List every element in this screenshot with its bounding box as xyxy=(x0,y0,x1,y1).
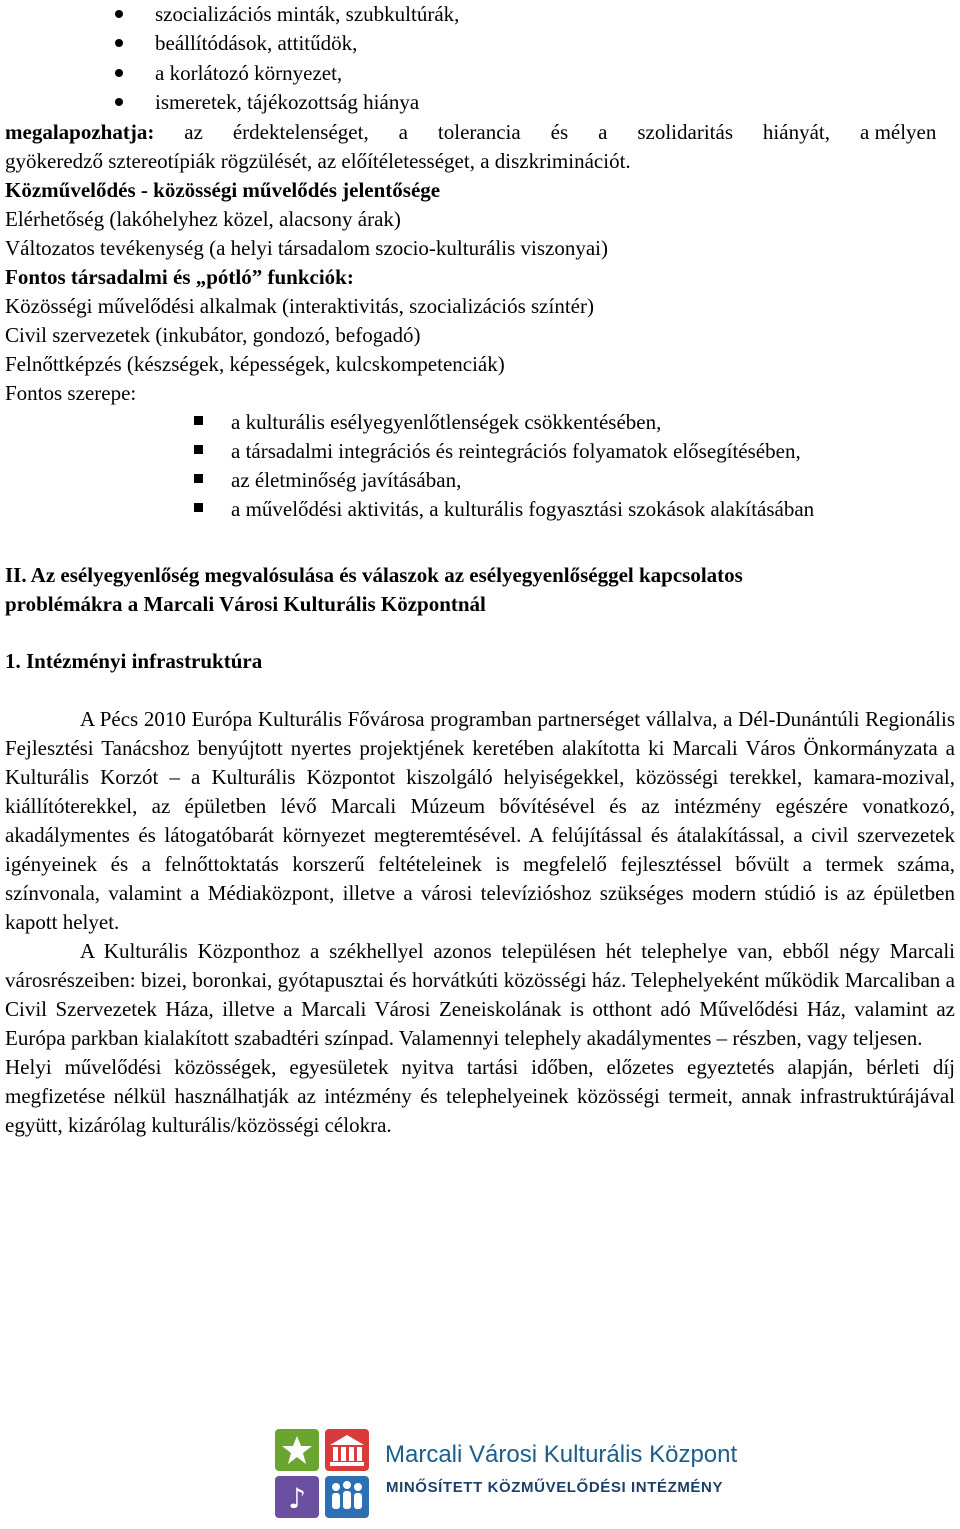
paragraph-line xyxy=(5,147,631,176)
logo-mark-icon xyxy=(273,1423,373,1523)
body-text xyxy=(5,705,955,1140)
section-heading: II. Az esélyegyenlőség megvalósulása és válaszok az esélyegyenlőséggel kapcsolatos xyxy=(5,563,743,587)
paragraph-text-end: a mélyen xyxy=(860,120,937,144)
list-item xyxy=(155,29,357,58)
list-item xyxy=(231,466,461,495)
section-heading: Közművelődés - közösségi művelődés jelentősége xyxy=(5,178,441,202)
section-heading: problémákra a Marcali Városi Kulturális Központnál xyxy=(5,592,486,616)
text-line: Felnőttképzés (készségek, képességek, kulcskompetenciák) xyxy=(5,352,505,376)
list-item-text: szocializációs minták, szubkultúrák, xyxy=(155,2,460,26)
list-item xyxy=(231,408,661,437)
list-item-text: a kulturális esélyegyenlőtlenségek csökkentésében, xyxy=(231,410,662,434)
list-item xyxy=(155,0,459,29)
paragraph: A Kulturális Központhoz a székhellyel azonos településen hét telephelye van, ebből négy Marcali városrészeiben: bizei, boronkai, gyótapusztai és horvátkúti közösségi ház. Telephelyeként működik Marcaliban a Civil Szervezetek Háza, illetve a Marcali Városi Zeneiskolának is otthont adó Művelődési Ház, valamint az Európa parkban kialakított szabadtéri színpad. Valamennyi telephely akadálymentes – részben, vagy teljesen. xyxy=(5,939,955,1050)
paragraph-text: gyökeredző sztereotípiák rögzülését, az előítéletességet, a diszkriminációt. xyxy=(5,149,631,173)
list-item xyxy=(155,88,419,117)
logo-name: Marcali Városi Kulturális Központ xyxy=(385,1441,738,1468)
list-item-text: a társadalmi integrációs és reintegrációs folyamatok elősegítésében, xyxy=(231,439,801,463)
text-line: Elérhetőség (lakóhelyhez közel, alacsony árak) xyxy=(5,207,401,231)
section-subheading: Fontos társadalmi és „pótló” funkciók: xyxy=(5,265,354,289)
paragraph-text: az érdektelenséget, a tolerancia és a szolidaritás hiányát, xyxy=(184,120,830,144)
list-item-text: a korlátozó környezet, xyxy=(155,61,343,85)
list-item-text: ismeretek, tájékozottság hiánya xyxy=(155,90,420,114)
list-item xyxy=(231,495,814,524)
text-line: Változatos tevékenység (a helyi társadalom szocio-kulturális viszonyai) xyxy=(5,236,608,260)
list-item-text: az életminőség javításában, xyxy=(231,468,462,492)
paragraph-line xyxy=(5,118,830,147)
paragraph: Helyi művelődési közösségek, egyesületek nyitva tartási időben, előzetes egyeztetés alapján, bérleti díj megfizetése nélkül használhatják az intézmény és telephelyeinek közösségi termeit, annak infrastruktúrájával együtt, kizárólag kulturális/közösségi célokra. xyxy=(5,1055,955,1137)
institution-logo xyxy=(273,1423,903,1523)
text-line: Közösségi művelődési alkalmak (interaktivitás, szocializációs színtér) xyxy=(5,294,594,318)
subsection-heading: 1. Intézményi infrastruktúra xyxy=(5,649,263,673)
svg-text:♪: ♪ xyxy=(288,1482,306,1515)
paragraph-line-end xyxy=(860,118,936,147)
paragraph: A Pécs 2010 Európa Kulturális Fővárosa programban partnerséget vállalva, a Dél-Dunántúli Regionális Fejlesztési Tanácshoz benyújtott nyertes projektjének keretében alakította ki Marcali Város Önkormányzata a Kulturális Korzót – a Kulturális Központot kiszolgáló helyiségekkel, közösségi terekkel, kamara-mozival, kiállítóterekkel, az épületben lévő Marcali Múzeum bővítésével és az intézmény egészére vonatkozó, akadálymentes és látogatóbarát környezet megteremtésével. A felújítással és átalakítással, a civil szervezetek igényeinek és a felnőttoktatás korszerű feltételeinek is megfelelő fejlesztéssel bővült a termek száma, színvonala, valamint a Médiaközpont, illetve a városi televízióshoz szükséges modern stúdió is az épületben kapott helyet. xyxy=(5,707,955,934)
list-item-text: a művelődési aktivitás, a kulturális fogyasztási szokások alakításában xyxy=(231,497,815,521)
list-item-text: beállítódások, attitűdök, xyxy=(155,31,358,55)
text-line: Fontos szerepe: xyxy=(5,381,137,405)
lead-text: megalapozhatja: xyxy=(5,120,155,144)
text-line: Civil szervezetek (inkubátor, gondozó, befogadó) xyxy=(5,323,421,347)
list-item xyxy=(155,59,342,88)
list-item xyxy=(231,437,801,466)
logo-tagline: MINŐSÍTETT KÖZMŰVELŐDÉSI INTÉZMÉNY xyxy=(386,1479,724,1496)
